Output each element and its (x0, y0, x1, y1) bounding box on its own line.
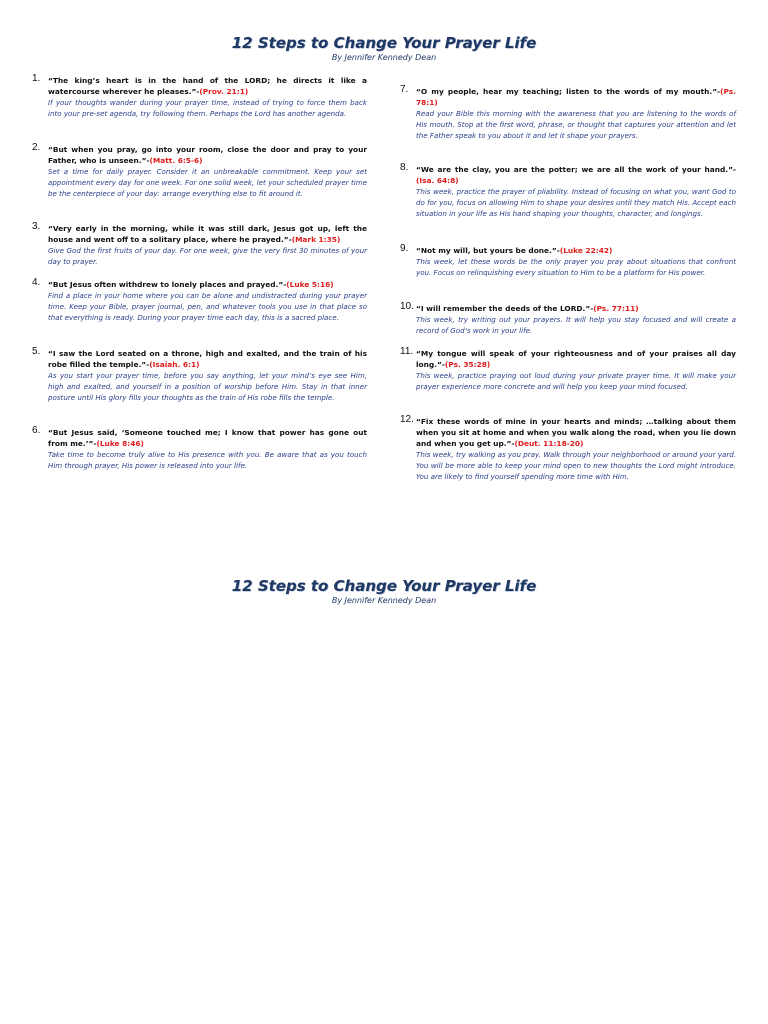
step-note: This week, practice praying out loud during your private prayer time. It will make your prayer experience more concrete and will help you keep your mind focused. (416, 371, 736, 392)
step-note: This week, try walking as you pray. Walk through your neighborhood or around your yard. You will be more able to keep your mind open to new thoughts the Lord might introduce. You are likely to find yourself spending more time with Him. (416, 450, 736, 482)
scripture-reference: (Ps. 35:28) (444, 360, 491, 369)
step-verse: “The king’s heart is in the hand of the LORD; he directs it like a watercourse wherever he pleases.”-(Prov. 21:1) (48, 76, 367, 96)
step-11 (400, 348, 736, 392)
step-12 (400, 416, 736, 483)
step-number: 6. (32, 425, 41, 436)
step-note: Take time to become truly alive to His presence with you. Be aware that as you touch Him through prayer, His power is released into your life. (48, 450, 367, 471)
step-2 (32, 144, 367, 200)
step-verse: “O my people, hear my teaching; listen to the words of my mouth.”-(Ps. 78:1) (416, 87, 736, 107)
step-note: This week, practice the prayer of pliability. Instead of focusing on what you, want God to do for you, focus on allowing Him to shape your desires until they match His. Accept each situation in your life as His hand shaping your thoughts, character, and longings. (416, 187, 736, 219)
page-title: 12 Steps to Change Your Prayer Life (231, 34, 537, 52)
step-5 (32, 348, 367, 404)
scripture-reference: (Ps. 77:11) (593, 304, 639, 313)
step-note: If your thoughts wander during your prayer time, instead of trying to force them back into your pre-set agenda, try following them. Perhaps the Lord has another agenda. (48, 98, 367, 119)
scripture-reference: (Luke 22:42) (559, 246, 613, 255)
page-header (0, 34, 768, 63)
step-3 (32, 223, 367, 267)
step-number: 9. (400, 243, 409, 254)
step-7 (400, 86, 736, 142)
step-verse: “But Jesus often withdrew to lonely places and prayed.”-(Luke 5:16) (48, 280, 334, 289)
step-6 (32, 427, 367, 471)
step-verse: “Fix these words of mine in your hearts and minds; …talking about them when you sit at home and when you walk along the road, when you lie down and when you get up.”-(Deut. 11:18-20) (416, 417, 736, 448)
step-note: This week, let these words be the only prayer you pray about situations that confront you. Focus on relinquishing every situation to Him to be a platform for His power. (416, 257, 736, 278)
scripture-reference: (Isa. 64:8) (416, 176, 459, 185)
step-note: As you start your prayer time, before you say anything, let your mind’s eye see Him, high and exalted, and yourself in a position of worship before Him. Stay in that inner posture until His glory fills your thoughts as the train of His robe fills the temple. (48, 371, 367, 403)
step-verse: “But Jesus said, ‘Someone touched me; I know that power has gone out from me.’”-(Luke 8:46) (48, 428, 367, 448)
step-note: Set a time for daily prayer. Consider it an unbreakable commitment. Keep your set appointment every day for one week. For one solid week, let your scheduled prayer time be the centerpiece of your day: arrange everything else to fit around it. (48, 167, 367, 199)
step-8 (400, 164, 736, 220)
scripture-reference: (Ps. 78:1) (416, 87, 736, 107)
scripture-reference: (Luke 8:46) (96, 439, 144, 448)
step-note: Give God the first fruits of your day. For one week, give the very first 30 minutes of your day to prayer. (48, 246, 367, 267)
author-byline: By Jennifer Kennedy Dean (331, 53, 437, 62)
step-number: 11. (400, 346, 414, 357)
step-9 (400, 245, 736, 278)
step-verse: “My tongue will speak of your righteousness and of your praises all day long.”-(Ps. 35:28) (416, 349, 736, 369)
step-number: 1. (32, 73, 41, 84)
step-number: 2. (32, 142, 41, 153)
step-number: 8. (400, 162, 409, 173)
step-note: Read your Bible this morning with the awareness that you are listening to the words of His mouth. Stop at the first word, phrase, or thought that captures your attention and let the Father speak to you about it and let it shape your prayers. (416, 109, 736, 141)
step-verse: “I will remember the deeds of the LORD.”-(Ps. 77:11) (416, 304, 639, 313)
step-verse: “I saw the Lord seated on a throne, high and exalted, and the train of his robe filled the temple.”-(Isaiah. 6:1) (48, 349, 367, 369)
step-10 (400, 303, 736, 336)
step-verse: “But when you pray, go into your room, close the door and pray to your Father, who is unseen.”-(Matt. 6:5-6) (48, 145, 367, 165)
scripture-reference: (Mark 1:35) (291, 235, 341, 244)
scripture-reference: (Deut. 11:18-20) (514, 439, 584, 448)
step-number: 5. (32, 346, 41, 357)
step-4 (32, 279, 367, 324)
author-byline-repeat: By Jennifer Kennedy Dean (331, 596, 437, 605)
step-number: 12. (400, 414, 414, 425)
second-page-header (0, 577, 768, 606)
scripture-reference: (Isaiah. 6:1) (149, 360, 200, 369)
scripture-reference: (Matt. 6:5-6) (149, 156, 203, 165)
page-title-repeat: 12 Steps to Change Your Prayer Life (231, 577, 537, 595)
step-verse: “Very early in the morning, while it was still dark, Jesus got up, left the house and went off to a solitary place, where he prayed.”-(Mark 1:35) (48, 224, 367, 244)
scripture-reference: (Prov. 21:1) (199, 87, 249, 96)
scripture-reference: (Luke 5:16) (286, 280, 334, 289)
step-note: This week, try writing out your prayers. It will help you stay focused and will create a record of God’s work in your life. (416, 315, 736, 336)
step-number: 10. (400, 301, 414, 312)
step-number: 4. (32, 277, 41, 288)
step-verse: “We are the clay, you are the potter; we are all the work of your hand.”-(Isa. 64:8) (416, 165, 736, 185)
step-number: 3. (32, 221, 41, 232)
step-verse: “Not my will, but yours be done.”-(Luke 22:42) (416, 246, 613, 255)
step-number: 7. (400, 84, 409, 95)
step-note: Find a place in your home where you can be alone and undistracted during your prayer time. Keep your Bible, prayer journal, pen, and whatever tools you use in that place so that everything is ready. During your prayer time each day, this is a sacred place. (48, 291, 367, 323)
step-1 (32, 75, 367, 119)
